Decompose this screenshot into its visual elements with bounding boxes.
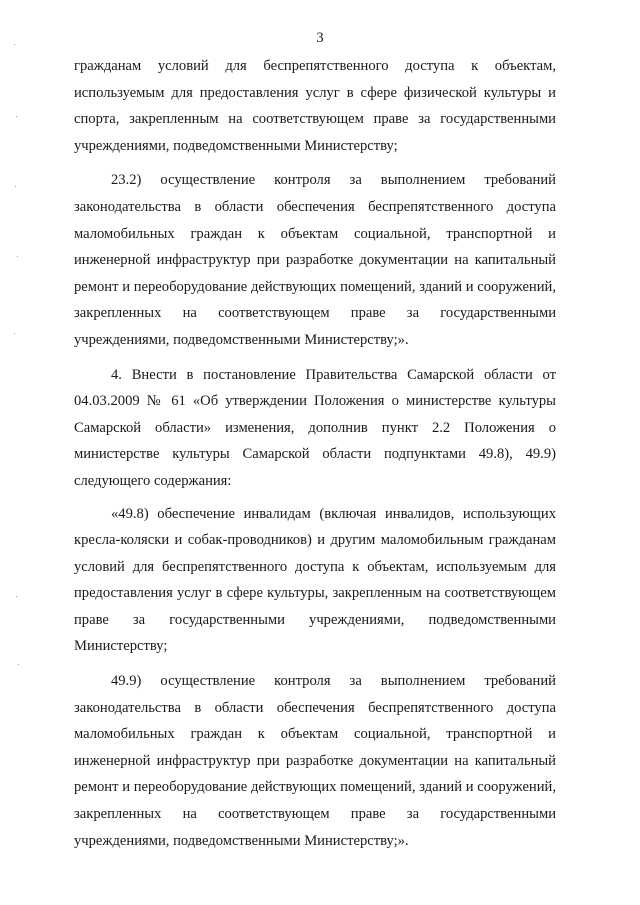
scan-speck [17,256,18,257]
scan-speck [18,664,19,665]
paragraph-49-8: «49.8) обеспечение инвалидам (включая инвалидов, использующих кресла-коляски и собак-проводников) и другим маломобильным гражданам условий для беспрепятственного доступа к объектам, используемым для предоставления услуг в сфере культуры, закрепленным на соответствующем праве за государственными учреждениями, подведомственными Министерству; [74,505,556,655]
scan-speck [16,596,17,597]
paragraph-49-9: 49.9) осуществление контроля за выполнением требований законодательства в области обеспечения беспрепятственного доступа маломобильных граждан к объектам социальной, транспортной и инженерной инфраструктур при разработке документации на капитальный ремонт и переоборудование действующих помещений, зданий и сооружений, закрепленных на соответствующем праве за государственными учреждениями, подведомственными Министерству;». [74,673,556,849]
document-body [74,53,556,862]
scan-speck [15,186,16,187]
scan-speck [14,333,15,334]
paragraph-continuation: гражданам условий для беспрепятственного доступа к объектам, используемым для предоставления услуг в сфере физической культуры и спорта, закрепленным на соответствующем праве за государственными учреждениями, подведомственными Министерству; [74,58,556,154]
scan-speck [16,116,17,117]
paragraph-23-2: 23.2) осуществление контроля за выполнением требований законодательства в области обеспечения беспрепятственного доступа маломобильных граждан к объектам социальной, транспортной и инженерной инфраструктур при разработке документации на капитальный ремонт и переоборудование действующих помещений, зданий и сооружений, закрепленных на соответствующем праве за государственными учреждениями, подведомственными Министерству;». [74,172,556,348]
page-number: 3 [316,30,324,46]
scan-speck [14,44,15,45]
paragraph-item-4: 4. Внести в постановление Правительства Самарской области от 04.03.2009 № 61 «Об утверждении Положения о министерстве культуры Самарской области» изменения, дополнив пункт 2.2 Положения о министерстве культуры Самарской области подпунктами 49.8), 49.9) следующего содержания: [74,366,556,489]
